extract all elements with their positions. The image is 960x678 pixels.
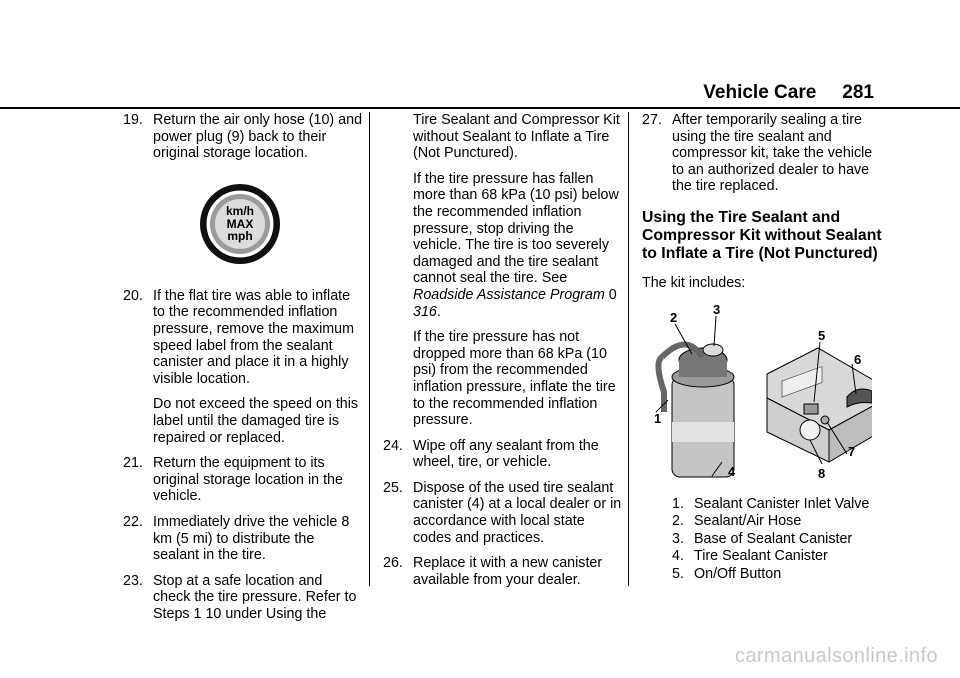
page-header <box>703 82 874 104</box>
watermark: carmanualsonline.info <box>735 645 938 667</box>
max-speed-label-icon <box>198 182 282 266</box>
step-text: Return the equipment to its original storage location in the vehicle. <box>153 455 343 505</box>
callout-5: 5 <box>818 327 826 343</box>
list-label: Base of Sealant Canister <box>694 530 853 547</box>
callout-3: 3 <box>713 301 721 317</box>
step-number: 20. <box>123 287 143 304</box>
roadside-assistance-link[interactable]: Roadside Assistance Program <box>413 286 605 303</box>
paragraph-text: If the tire pressure has fallen more than 68 kPa (10 psi) below the recommended inflation pressure, stop driving the vehicle. The tire is too severely damaged and the tire sealant cannot seal the tire. See <box>413 170 619 287</box>
callout-4: 4 <box>728 463 736 479</box>
step-text: Wipe off any sealant from the wheel, tire, or vehicle. <box>413 437 599 471</box>
column-2 <box>383 112 623 597</box>
step-27 <box>642 112 882 195</box>
list-number: 2. <box>672 513 684 530</box>
column-divider <box>369 112 370 586</box>
callout-2: 2 <box>670 309 678 325</box>
page-number: 281 <box>842 82 874 103</box>
step-number: 22. <box>123 513 143 530</box>
icon-line-3: mph <box>227 228 253 243</box>
kit-intro: The kit includes: <box>642 274 746 291</box>
step-22 <box>123 514 363 564</box>
step-20-note: Do not exceed the speed on this label until the damaged tire is repaired or replaced. <box>153 396 359 446</box>
list-number: 4. <box>672 548 684 565</box>
list-item <box>672 548 882 565</box>
step-text: Dispose of the used tire sealant canister (4) at a local dealer or in accordance with local state codes and practices. <box>413 479 622 546</box>
step-20 <box>123 288 363 388</box>
tire-sealant-kit-illustration <box>642 302 872 492</box>
step-text: Return the air only hose (10) and power plug (9) back to their original storage location. <box>153 112 363 162</box>
list-item <box>672 566 882 583</box>
step-text: Stop at a safe location and check the tire pressure. Refer to Steps 1 10 under Using the <box>153 572 357 622</box>
icon-line-2: MAX <box>226 216 254 231</box>
step-number: 25. <box>383 479 403 496</box>
page-ref-icon: 0 <box>608 286 617 303</box>
list-number: 1. <box>672 495 684 512</box>
column-divider <box>628 112 629 586</box>
step-23-continuation: Tire Sealant and Compressor Kit without Sealant to Inflate a Tire (Not Punctured). <box>413 112 620 162</box>
step-number: 24. <box>383 437 403 454</box>
list-item <box>672 513 882 530</box>
section-heading: Using the Tire Sealant and Compressor Kit without Sealant to Inflate a Tire (Not Punctured) <box>642 208 882 262</box>
list-label: Tire Sealant Canister <box>694 548 828 565</box>
step-text: Immediately drive the vehicle 8 km (5 mi) to distribute the sealant in the tire. <box>153 513 350 564</box>
step-text: Replace it with a new canister available from your dealer. <box>413 555 603 588</box>
step-23 <box>123 573 363 623</box>
column-3 <box>642 112 882 584</box>
list-number: 3. <box>672 530 684 547</box>
list-number: 5. <box>672 565 684 582</box>
step-number: 19. <box>123 112 143 128</box>
list-label: Sealant/Air Hose <box>694 513 802 530</box>
pressure-fallen-paragraph <box>413 171 623 320</box>
step-number: 23. <box>123 572 143 589</box>
step-21 <box>123 455 363 505</box>
icon-line-1: km/h <box>225 203 255 218</box>
header-rule <box>0 107 960 109</box>
step-25 <box>383 480 623 546</box>
callout-7: 7 <box>848 443 856 459</box>
list-label: Sealant Canister Inlet Valve <box>694 495 870 512</box>
pressure-not-dropped-paragraph: If the tire pressure has not dropped more than 68 kPa (10 psi) from the recommended inflation pressure, inflate the tire to the recommended inflation pressure. <box>413 329 616 429</box>
list-item <box>672 531 882 548</box>
page-ref-number[interactable]: 316 <box>413 303 437 320</box>
section-title: Vehicle Care <box>703 82 817 103</box>
list-label: On/Off Button <box>694 565 782 582</box>
callout-6: 6 <box>854 351 862 367</box>
step-number: 27. <box>642 112 662 128</box>
step-number: 21. <box>123 455 143 472</box>
step-text: If the flat tire was able to inflate to the recommended inflation pressure, remove the maximum speed label from the sealant canister and place it in a highly visible location. <box>153 287 355 387</box>
step-24 <box>383 438 623 471</box>
column-1 <box>123 112 363 631</box>
kit-parts-list <box>672 496 882 583</box>
step-text: After temporarily sealing a tire using the tire sealant and compressor kit, take the vehicle to an authorized dealer to have the tire replaced. <box>672 112 873 195</box>
list-item <box>672 496 882 513</box>
callout-1: 1 <box>654 410 662 426</box>
step-19 <box>123 112 363 162</box>
paragraph-end: . <box>436 303 441 320</box>
step-number: 26. <box>383 555 403 572</box>
max-speed-label-illustration <box>123 182 363 266</box>
callout-8: 8 <box>818 465 826 481</box>
step-26 <box>383 555 623 588</box>
